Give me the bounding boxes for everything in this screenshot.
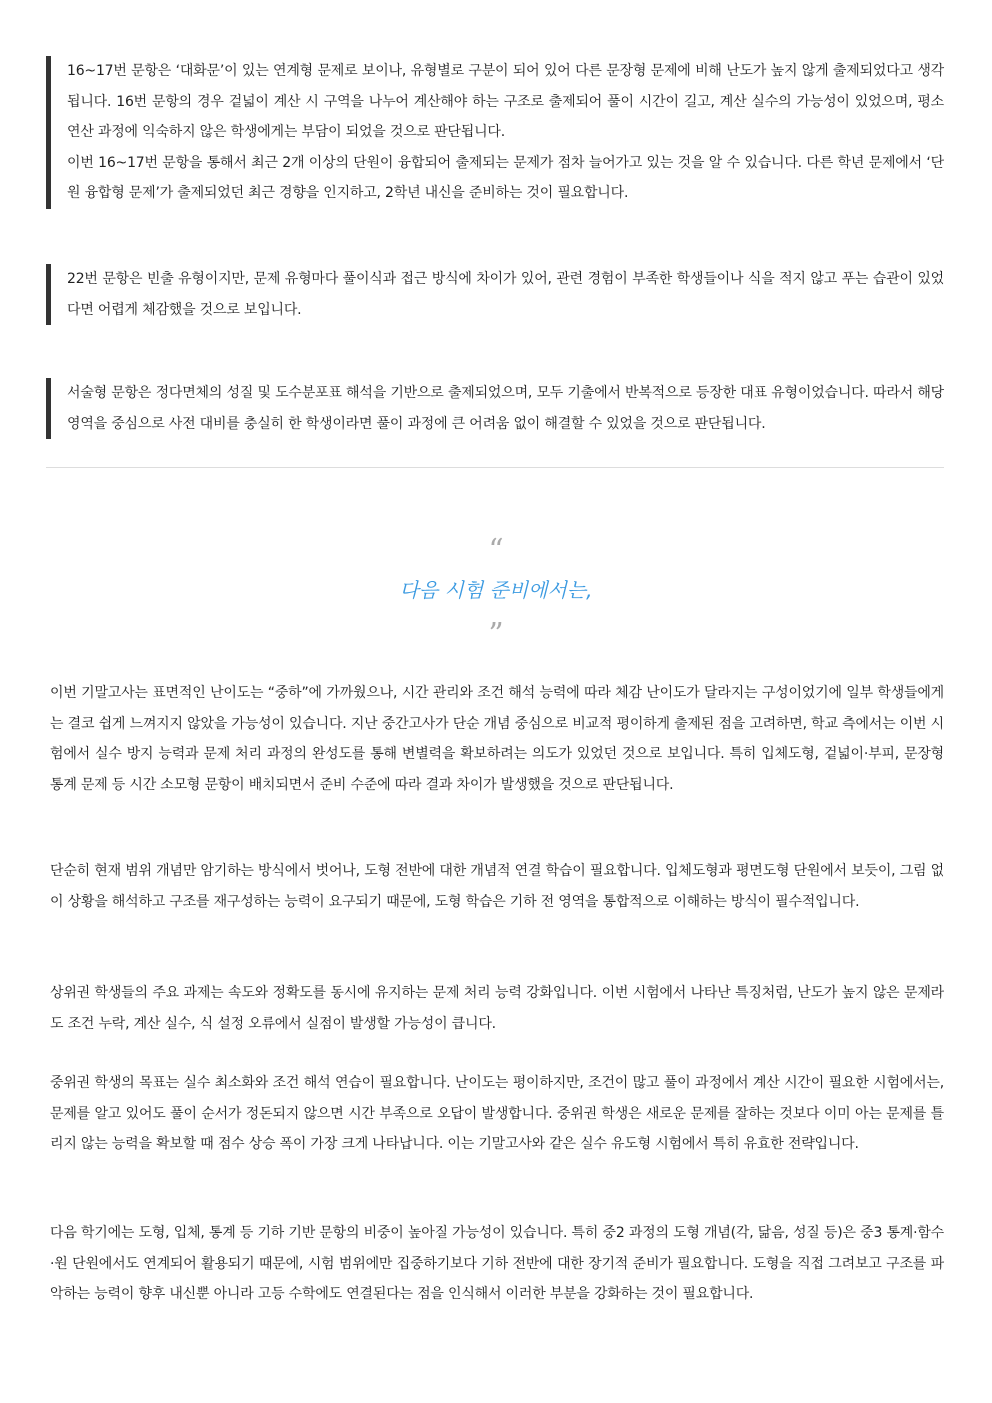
quote-1-paragraph-1: 16~17번 문항은 ‘대화문’이 있는 연계형 문제로 보이나, 유형별로 구분이 되어 있어 다른 문장형 문제에 비해 난도가 높지 않게 출제되었다고 생각됩니다. 16번 문항의 경우 겉넓이 계산 시 구역을 나누어 계산해야 하는 구조로 출제되어 풀이 시간이 길고, 계산 실수의 가능성이 있었으며, 평소 연산 과정에 익숙하지 않은 학생에게는 부담이 되었을 것으로 판단됩니다. — [67, 63, 944, 140]
body-paragraph-5: 다음 학기에는 도형, 입체, 통계 등 기하 기반 문항의 비중이 높아질 가능성이 있습니다. 특히 중2 과정의 도형 개념(각, 닮음, 성질 등)은 중3 통계·함수·원 단원에서도 연계되어 활용되기 때문에, 시험 범위에만 집중하기보다 기하 전반에 대한 장기적 준비가 필요합니다. 도형을 직접 그려보고 구조를 파악하는 능력이 향후 내신뿐 아니라 고등 수학에도 연결된다는 점을 인식해서 이러한 부분을 강화하는 것이 필요합니다. — [50, 1225, 944, 1302]
close-quote-icon: ” — [488, 617, 504, 652]
quote-1-paragraph-2: 이번 16~17번 문항을 통해서 최근 2개 이상의 단원이 융합되어 출제되는 문제가 점차 늘어가고 있는 것을 알 수 있습니다. 다른 학년 문제에서 ‘단원 융합형 문제’가 출제되었던 최근 경향을 인지하고, 2학년 내신을 준비하는 것이 필요합니다. — [67, 154, 944, 201]
section-heading: 다음 시험 준비에서는, — [399, 578, 593, 602]
quote-2-paragraph-1: 22번 문항은 빈출 유형이지만, 문제 유형마다 풀이식과 접근 방식에 차이가 있어, 관련 경험이 부족한 학생들이나 식을 적지 않고 푸는 습관이 있었다면 어렵게 체감했을 것으로 보입니다. — [67, 271, 944, 318]
exam-analysis-quote-3 — [46, 378, 944, 439]
exam-analysis-quote-1 — [46, 56, 944, 209]
body-paragraph-4: 중위권 학생의 목표는 실수 최소화와 조건 해석 연습이 필요합니다. 난이도는 평이하지만, 조건이 많고 풀이 과정에서 계산 시간이 필요한 시험에서는, 문제를 알고 있어도 풀이 순서가 정돈되지 않으면 시간 부족으로 오답이 발생합니다. 중위권 학생은 새로운 문제를 잘하는 것보다 이미 아는 문제를 틀리지 않는 능력을 확보할 때 점수 상승 폭이 가장 크게 나타납니다. 이는 기말고사와 같은 실수 유도형 시험에서 특히 유효한 전략입니다. — [50, 1075, 944, 1152]
body-paragraph-3: 상위권 학생들의 주요 과제는 속도와 정확도를 동시에 유지하는 문제 처리 능력 강화입니다. 이번 시험에서 나타난 특징처럼, 난도가 높지 않은 문제라도 조건 누락, 계산 실수, 식 설정 오류에서 실점이 발생할 가능성이 큽니다. — [50, 985, 944, 1032]
open-quote-icon: “ — [488, 533, 504, 568]
body-paragraph-1: 이번 기말고사는 표면적인 난이도는 “중하”에 가까웠으나, 시간 관리와 조건 해석 능력에 따라 체감 난이도가 달라지는 구성이었기에 일부 학생들에게는 결코 쉽게 느껴지지 않았을 가능성이 있습니다. 지난 중간고사가 단순 개념 중심으로 비교적 평이하게 출제된 점을 고려하면, 학교 측에서는 이번 시험에서 실수 방지 능력과 문제 처리 과정의 완성도를 통해 변별력을 확보하려는 의도가 있었던 것으로 보입니다. 특히 입체도형, 겉넓이·부피, 문장형 통계 문제 등 시간 소모형 문항이 배치되면서 준비 수준에 따라 결과 차이가 발생했을 것으로 판단됩니다. — [50, 685, 944, 793]
exam-analysis-quote-2 — [46, 264, 944, 325]
body-paragraph-2: 단순히 현재 범위 개념만 암기하는 방식에서 벗어나, 도형 전반에 대한 개념적 연결 학습이 필요합니다. 입체도형과 평면도형 단원에서 보듯이, 그림 없이 상황을 해석하고 구조를 재구성하는 능력이 요구되기 때문에, 도형 학습은 기하 전 영역을 통합적으로 이해하는 방식이 필수적입니다. — [50, 863, 944, 910]
quote-3-paragraph-1: 서술형 문항은 정다면체의 성질 및 도수분포표 해석을 기반으로 출제되었으며, 모두 기출에서 반복적으로 등장한 대표 유형이었습니다. 따라서 해당 영역을 중심으로 사전 대비를 충실히 한 학생이라면 풀이 과정에 큰 어려움 없이 해결할 수 있었을 것으로 판단됩니다. — [67, 385, 944, 432]
section-divider — [46, 467, 944, 468]
